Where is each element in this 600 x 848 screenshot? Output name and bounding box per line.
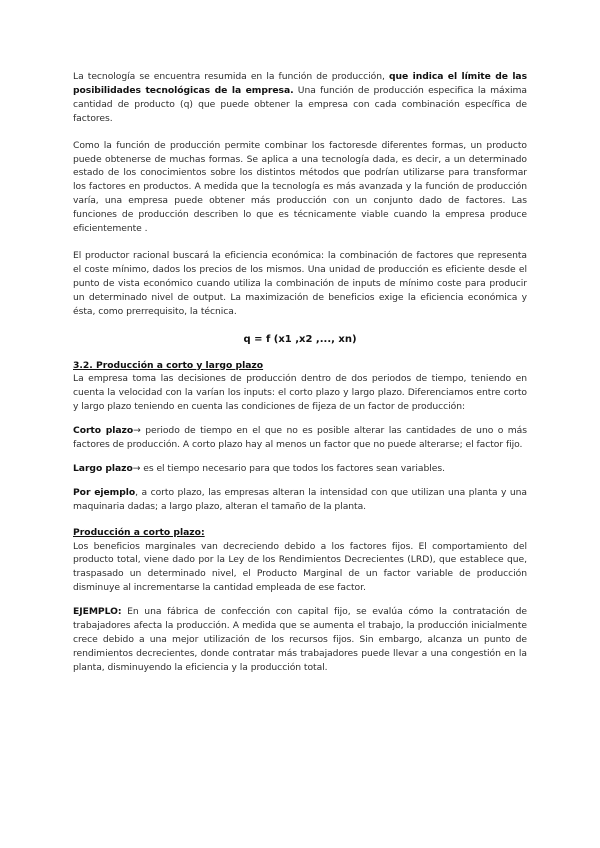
paragraph-short-run: Los beneficios marginales van decreciendo debido a los factores fijos. El comportamiento del producto total, viene dado por la Ley de los Rendimientos Decrecientes (LRD), que establece que, traspasado un determinado nivel, el Producto Marginal de un factor variable de producción disminuye al incrementarse la cantidad empleada de ese factor.	[73, 540, 527, 594]
corto-plazo-label: Corto plazo	[73, 425, 134, 437]
largo-plazo-text: → es el tiempo necesario para que todos los factores sean variables.	[132, 462, 445, 474]
production-formula: q = f (x1 ,x2 ,..., xn)	[243, 333, 357, 345]
por-ejemplo-label: Por ejemplo	[73, 486, 136, 498]
por-ejemplo-text: , a corto plazo, las empresas alteran la intensidad con que utilizan una planta y una maquinaria dadas; a largo plazo, alteran el tamaño de la planta.	[73, 486, 528, 512]
paragraph-technology: Como la función de producción permite combinar los factoresde diferentes formas, un producto puede obtenerse de muchas formas. Se aplica a una tecnología dada, es decir, a un determinado estado de los conocimientos sobre los distintos métodos que podrían utilizarse para transformar los factores en productos. A medida que la tecnología es más avanzada y la función de producción varía, una empresa puede obtener más producción con un conjunto dado de factores. Las funciones de producción describen lo que es técnicamente viable cuando la empresa produce eficientemente .	[73, 139, 527, 235]
p1-text-b: Una función de producción especifica la máxima cantidad de producto (q) que puede obtener la empresa con cada combinación específica de factores.	[73, 84, 528, 124]
subsection-heading: Producción a corto plazo:	[73, 526, 205, 538]
paragraph-largo-plazo	[73, 462, 527, 476]
largo-plazo-label: Largo plazo	[73, 462, 133, 474]
corto-plazo-text: → periodo de tiempo en el que no es posible alterar las cantidades de uno o más factores de producción. A corto plazo hay al menos un factor que no puede alterarse; el factor fijo.	[73, 425, 528, 451]
paragraph-section-intro: La empresa toma las decisiones de producción dentro de dos periodos de tiempo, teniendo en cuenta la velocidad con la varían los inputs: el corto plazo y largo plazo. Diferenciamos entre corto y largo plazo teniendo en cuenta las condiciones de fijeza de un factor de producción:	[73, 373, 527, 413]
p1-bold: que indica el límite de las posibilidades tecnológicas de la empresa.	[73, 71, 528, 96]
paragraph-corto-plazo	[73, 424, 527, 452]
paragraph-production-function	[73, 70, 527, 126]
paragraph-example	[73, 605, 527, 675]
paragraph-por-ejemplo	[73, 486, 527, 514]
section-heading: 3.2. Producción a corto y largo plazo	[73, 359, 264, 371]
example-text: En una fábrica de confección con capital fijo, se evalúa cómo la contratación de trabajadores afecta la producción. A medida que se aumenta el trabajo, la producción inicialmente crece debido a una mejor utilización de los recursos fijos. Sin embargo, alcanza un punto de rendimientos decrecientes, donde contratar más trabajadores puede llevar a una congestión en la planta, disminuyendo la eficiencia y la producción total.	[73, 606, 527, 673]
paragraph-efficiency: El productor racional buscará la eficiencia económica: la combinación de factores que representa el coste mínimo, dados los precios de los mismos. Una unidad de producción es eficiente desde el punto de vista económico cuando utiliza la combinación de inputs de mínimo coste para producir un determinado nivel de output. La maximización de beneficios exige la eficiencia económica y ésta, como prerrequisito, la técnica.	[73, 249, 527, 317]
example-label: EJEMPLO:	[73, 606, 122, 618]
p1-text-a: La tecnología se encuentra resumida en la función de producción,	[73, 71, 390, 82]
